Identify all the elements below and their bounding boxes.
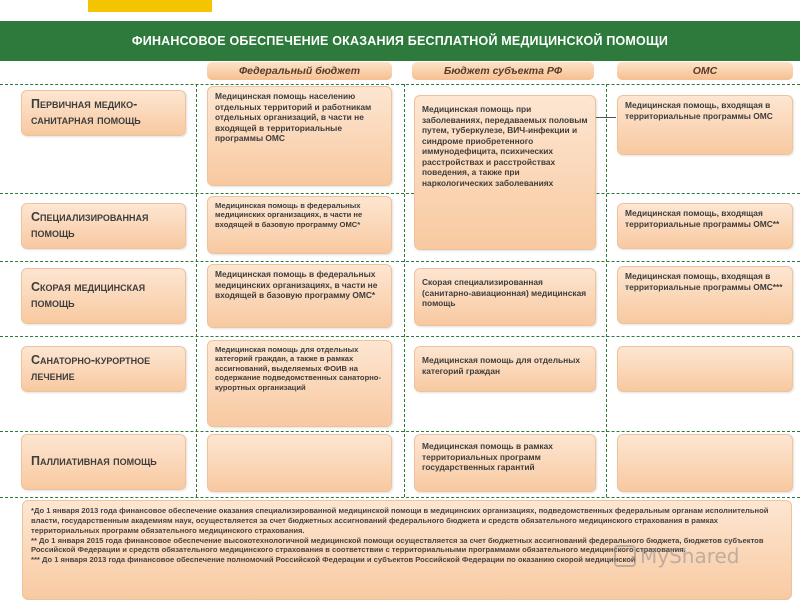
- cell-palliative-regional: Медицинская помощь в рамках территориальных программ государственных гарантий: [414, 434, 596, 492]
- grid-line: [606, 84, 607, 497]
- connector-line: [596, 117, 616, 118]
- page-title: ФИНАНСОВОЕ ОБЕСПЕЧЕНИЕ ОКАЗАНИЯ БЕСПЛАТНОЙ МЕДИЦИНСКОЙ ПОМОЩИ: [0, 21, 800, 61]
- cell-regional-merged: Медицинская помощь при заболеваниях, передаваемых половым путем, туберкулезе, ВИЧ-инфекции и синдроме приобретенного иммунодефицита, психических расстройствах и расстройствах поведения, а также при наркологических заболеваниях: [414, 95, 596, 250]
- row-label-specialized-text: Специализированная помощь: [31, 210, 149, 240]
- cell-specialized-oms: Медицинская помощь, входящая территориальные программы ОМС**: [617, 203, 793, 249]
- grid-line: [0, 193, 800, 194]
- cell-palliative-federal: [207, 434, 392, 492]
- cell-sanatorium-federal: Медицинская помощь для отдельных категорий граждан, а также в рамках ассигнований, выделяемых ФОИВ на содержание подведомственных санаторно-курортных организаций: [207, 340, 392, 427]
- grid-line: [0, 336, 800, 337]
- row-label-specialized: [21, 203, 186, 249]
- cell-emergency-regional: Скорая специализированная (санитарно-авиационная) медицинская помощь: [414, 268, 596, 326]
- footnote-3: *** До 1 января 2013 года финансовое обеспечение полномочий Российской Федерации и субъектов Российской Федерации по оказанию скорой медицинской: [31, 555, 636, 565]
- cell-emergency-federal: Медицинская помощь в федеральных медицинских организациях, в части не входящей в базовую программу ОМС*: [207, 264, 392, 328]
- grid-line: [0, 84, 800, 85]
- grid-line: [0, 497, 800, 498]
- row-label-palliative-text: Паллиативная помощь: [31, 454, 157, 469]
- row-label-sanatorium: [21, 346, 186, 392]
- cell-palliative-oms: [617, 434, 793, 492]
- cell-sanatorium-oms: [617, 346, 793, 392]
- footnote-2: ** До 1 января 2015 года финансовое обеспечение высокотехнологичной медицинской помощи осуществляется за счет бюджетных ассигнований федерального бюджета, бюджетов субъектов Российской Федерации и средств обязательного медицинского страхования в соответствии с территориальными программами обязательного медицинского страхования.: [31, 535, 764, 555]
- row-label-sanatorium-text: Санаторно-курортное лечение: [31, 353, 151, 383]
- row-label-primary-text: Первичная медико-санитарная помощь: [31, 97, 141, 127]
- watermark-logo-icon: [614, 545, 636, 567]
- watermark-text: MyShared: [640, 544, 740, 568]
- column-header-oms: ОМС: [617, 62, 793, 80]
- cell-specialized-federal: Медицинская помощь в федеральных медицинских организациях, в части не входящей в базовую программу ОМС*: [207, 196, 392, 254]
- watermark: [614, 544, 740, 568]
- row-label-primary: [21, 90, 186, 136]
- cell-sanatorium-regional: Медицинская помощь для отдельных категорий граждан: [414, 346, 596, 392]
- row-label-emergency-text: Скорая медицинская помощь: [31, 280, 146, 310]
- column-header-regional: Бюджет субъекта РФ: [412, 62, 594, 80]
- grid-line: [404, 84, 405, 497]
- footnote-1: *До 1 января 2013 года финансовое обеспечение оказания специализированной медицинской помощи в медицинских организациях, подведомственных федеральным органам исполнительной власти, государственным академиям наук, осуществляется за счет бюджетных ассигнований федерального бюджета и средств обязательного медицинского страхования в рамках территориальных программ обязательного медицинского страхования.: [31, 506, 769, 535]
- row-label-emergency: [21, 268, 186, 324]
- grid-line: [0, 431, 800, 432]
- grid-line: [196, 84, 197, 497]
- column-header-federal: Федеральный бюджет: [207, 62, 392, 80]
- grid-line: [0, 261, 800, 262]
- row-label-palliative: [21, 434, 186, 490]
- cell-emergency-oms: Медицинская помощь, входящая в территориальные программы ОМС***: [617, 266, 793, 324]
- cell-primary-federal: Медицинская помощь населению отдельных территорий и работникам отдельных организаций, в части не входящей в территориальные программы ОМС: [207, 86, 392, 186]
- cell-primary-oms: Медицинская помощь, входящая в территориальные программы ОМС: [617, 95, 793, 155]
- accent-bar: [88, 0, 212, 12]
